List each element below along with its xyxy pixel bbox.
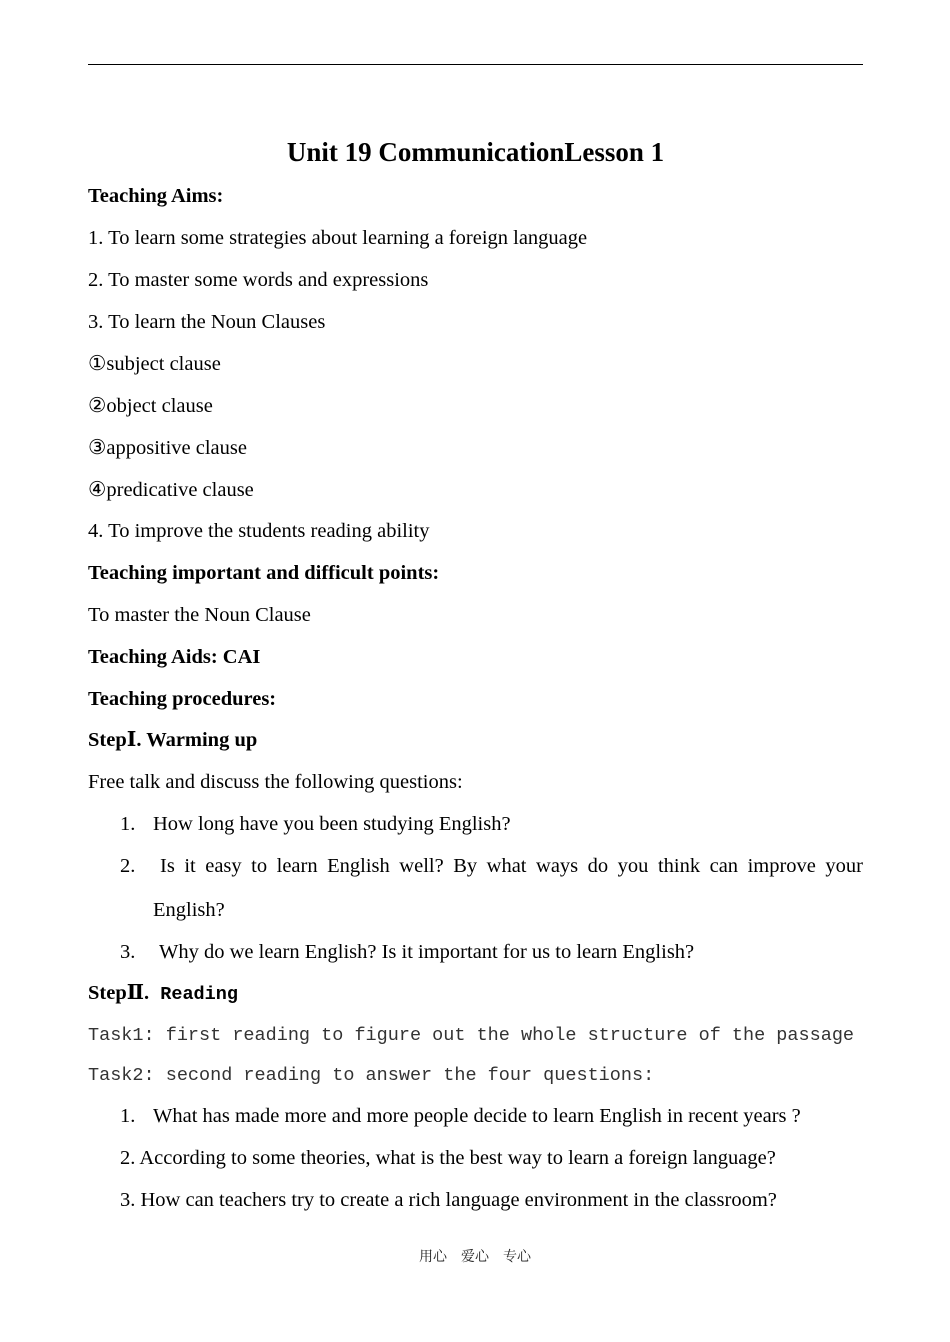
list-number: 3.: [120, 941, 136, 963]
clause-item: ③appositive clause: [88, 437, 247, 459]
document-title: Unit 19 CommunicationLesson 1: [286, 137, 665, 167]
question-text-continued: English?: [153, 899, 225, 921]
key-points-heading: Teaching important and difficult points:: [88, 562, 440, 584]
step2-heading-title: Reading: [149, 984, 238, 1005]
aim-item: 3. To learn the Noun Clauses: [88, 311, 326, 333]
step2-heading-label: StepⅡ.: [88, 982, 150, 1004]
clause-item: ①subject clause: [88, 353, 221, 375]
step1-intro: Free talk and discuss the following questions:: [88, 771, 463, 793]
key-points-text: To master the Noun Clause: [88, 604, 311, 626]
teaching-aids: Teaching Aids: CAI: [88, 646, 261, 668]
question-text: 3. How can teachers try to create a rich language environment in the classroom?: [120, 1189, 777, 1211]
page-footer: 用心 爱心 专心: [419, 1249, 531, 1265]
list-number: 1.: [120, 1105, 136, 1127]
task2-text: Task2: second reading to answer the four questions:: [88, 1065, 655, 1086]
clause-item: ④predicative clause: [88, 479, 254, 501]
question-text: Is it easy to learn English well? By what ways do you think can improve your: [160, 855, 863, 877]
list-number: 2.: [120, 855, 136, 877]
clause-item: ②object clause: [88, 395, 213, 417]
step1-heading: StepⅠ. Warming up: [88, 729, 258, 751]
question-text: 2. According to some theories, what is the best way to learn a foreign language?: [120, 1147, 776, 1169]
question-text: What has made more and more people decide to learn English in recent years ?: [153, 1105, 801, 1127]
teaching-aims-heading: Teaching Aims:: [88, 185, 224, 207]
list-number: 1.: [120, 813, 136, 835]
task1-text: Task1: first reading to figure out the whole structure of the passage: [88, 1025, 855, 1046]
question-text: Why do we learn English? Is it important for us to learn English?: [159, 941, 695, 963]
step2-heading: [88, 980, 238, 1008]
aim-item: 1. To learn some strategies about learning a foreign language: [88, 227, 588, 249]
aim-item: 4. To improve the students reading ability: [88, 520, 430, 542]
aim-item: 2. To master some words and expressions: [88, 269, 429, 291]
question-text: How long have you been studying English?: [153, 813, 511, 835]
header-rule: [88, 64, 863, 65]
procedures-heading: Teaching procedures:: [88, 688, 277, 710]
